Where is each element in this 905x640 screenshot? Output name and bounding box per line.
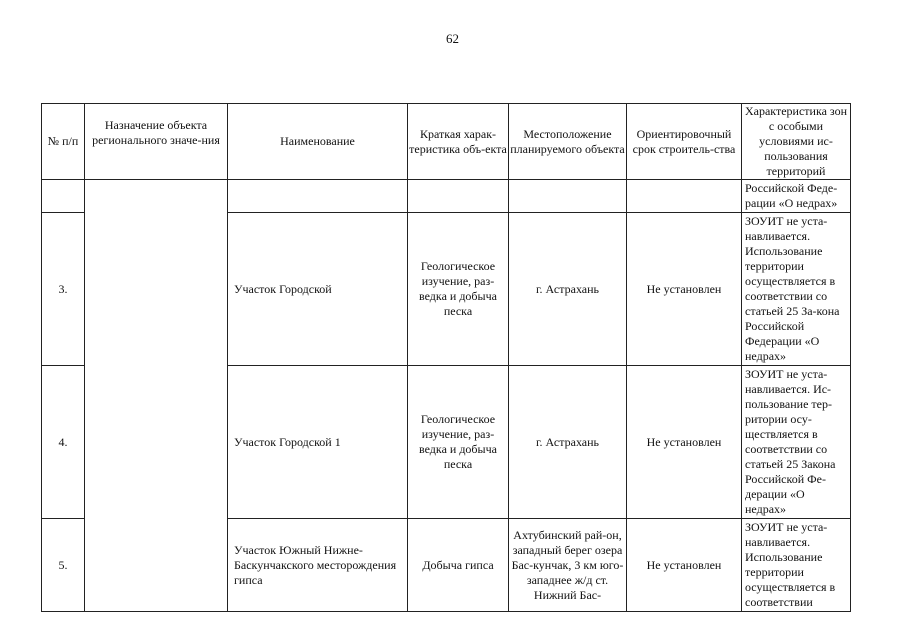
cell-num xyxy=(42,180,85,213)
cell-location: Ахтубинский рай-он, западный берег озера Бас-кунчак, 3 км юго-западнее ж/д ст. Нижний Бас- xyxy=(509,519,627,612)
cell-num: 3. xyxy=(42,213,85,366)
table-header-row xyxy=(42,104,851,180)
cell-location: г. Астрахань xyxy=(509,366,627,519)
header-characteristic: Краткая харак-теристика объ-екта xyxy=(408,104,509,180)
cell-term xyxy=(627,180,742,213)
cell-num: 5. xyxy=(42,519,85,612)
cell-zone: ЗОУИТ не уста-навливается. Использование территории осуществляется в соответствии со статьей 25 За-кона Российской Федерации «О недрах» xyxy=(742,213,851,366)
header-zone: Характеристика зон с особыми условиями ис-пользования территорий xyxy=(742,104,851,180)
cell-characteristic: Добыча гипса xyxy=(408,519,509,612)
header-location: Местоположение планируемого объекта xyxy=(509,104,627,180)
table-row-continuation xyxy=(42,180,851,213)
cell-term: Не установлен xyxy=(627,213,742,366)
cell-zone: ЗОУИТ не уста-навливается. Ис-пользование тер-ритории осу-ществляется в соответствии со статьей 25 Закона Российской Фе-дерации «О недрах» xyxy=(742,366,851,519)
cell-term: Не установлен xyxy=(627,366,742,519)
cell-name: Участок Городской xyxy=(228,213,408,366)
cell-term: Не установлен xyxy=(627,519,742,612)
cell-purpose-merged xyxy=(85,180,228,612)
header-purpose: Назначение объекта регионального значе-ния xyxy=(85,104,228,180)
cell-num: 4. xyxy=(42,366,85,519)
cell-name: Участок Южный Нижне-Баскунчакского месторождения гипса xyxy=(228,519,408,612)
cell-characteristic: Геологическое изучение, раз-ведка и добыча песка xyxy=(408,213,509,366)
cell-zone: ЗОУИТ не уста-навливается. Использование территории осуществляется в соответствии xyxy=(742,519,851,612)
cell-zone: Российской Феде-рации «О недрах» xyxy=(742,180,851,213)
cell-characteristic: Геологическое изучение, раз-ведка и добыча песка xyxy=(408,366,509,519)
page-number: 62 xyxy=(446,31,459,46)
cell-name: Участок Городской 1 xyxy=(228,366,408,519)
cell-location xyxy=(509,180,627,213)
header-num: № п/п xyxy=(42,104,85,180)
cell-name xyxy=(228,180,408,213)
objects-table xyxy=(41,103,851,612)
cell-characteristic xyxy=(408,180,509,213)
header-term: Ориентировочный срок строитель-ства xyxy=(627,104,742,180)
cell-location: г. Астрахань xyxy=(509,213,627,366)
header-name: Наименование xyxy=(228,104,408,180)
